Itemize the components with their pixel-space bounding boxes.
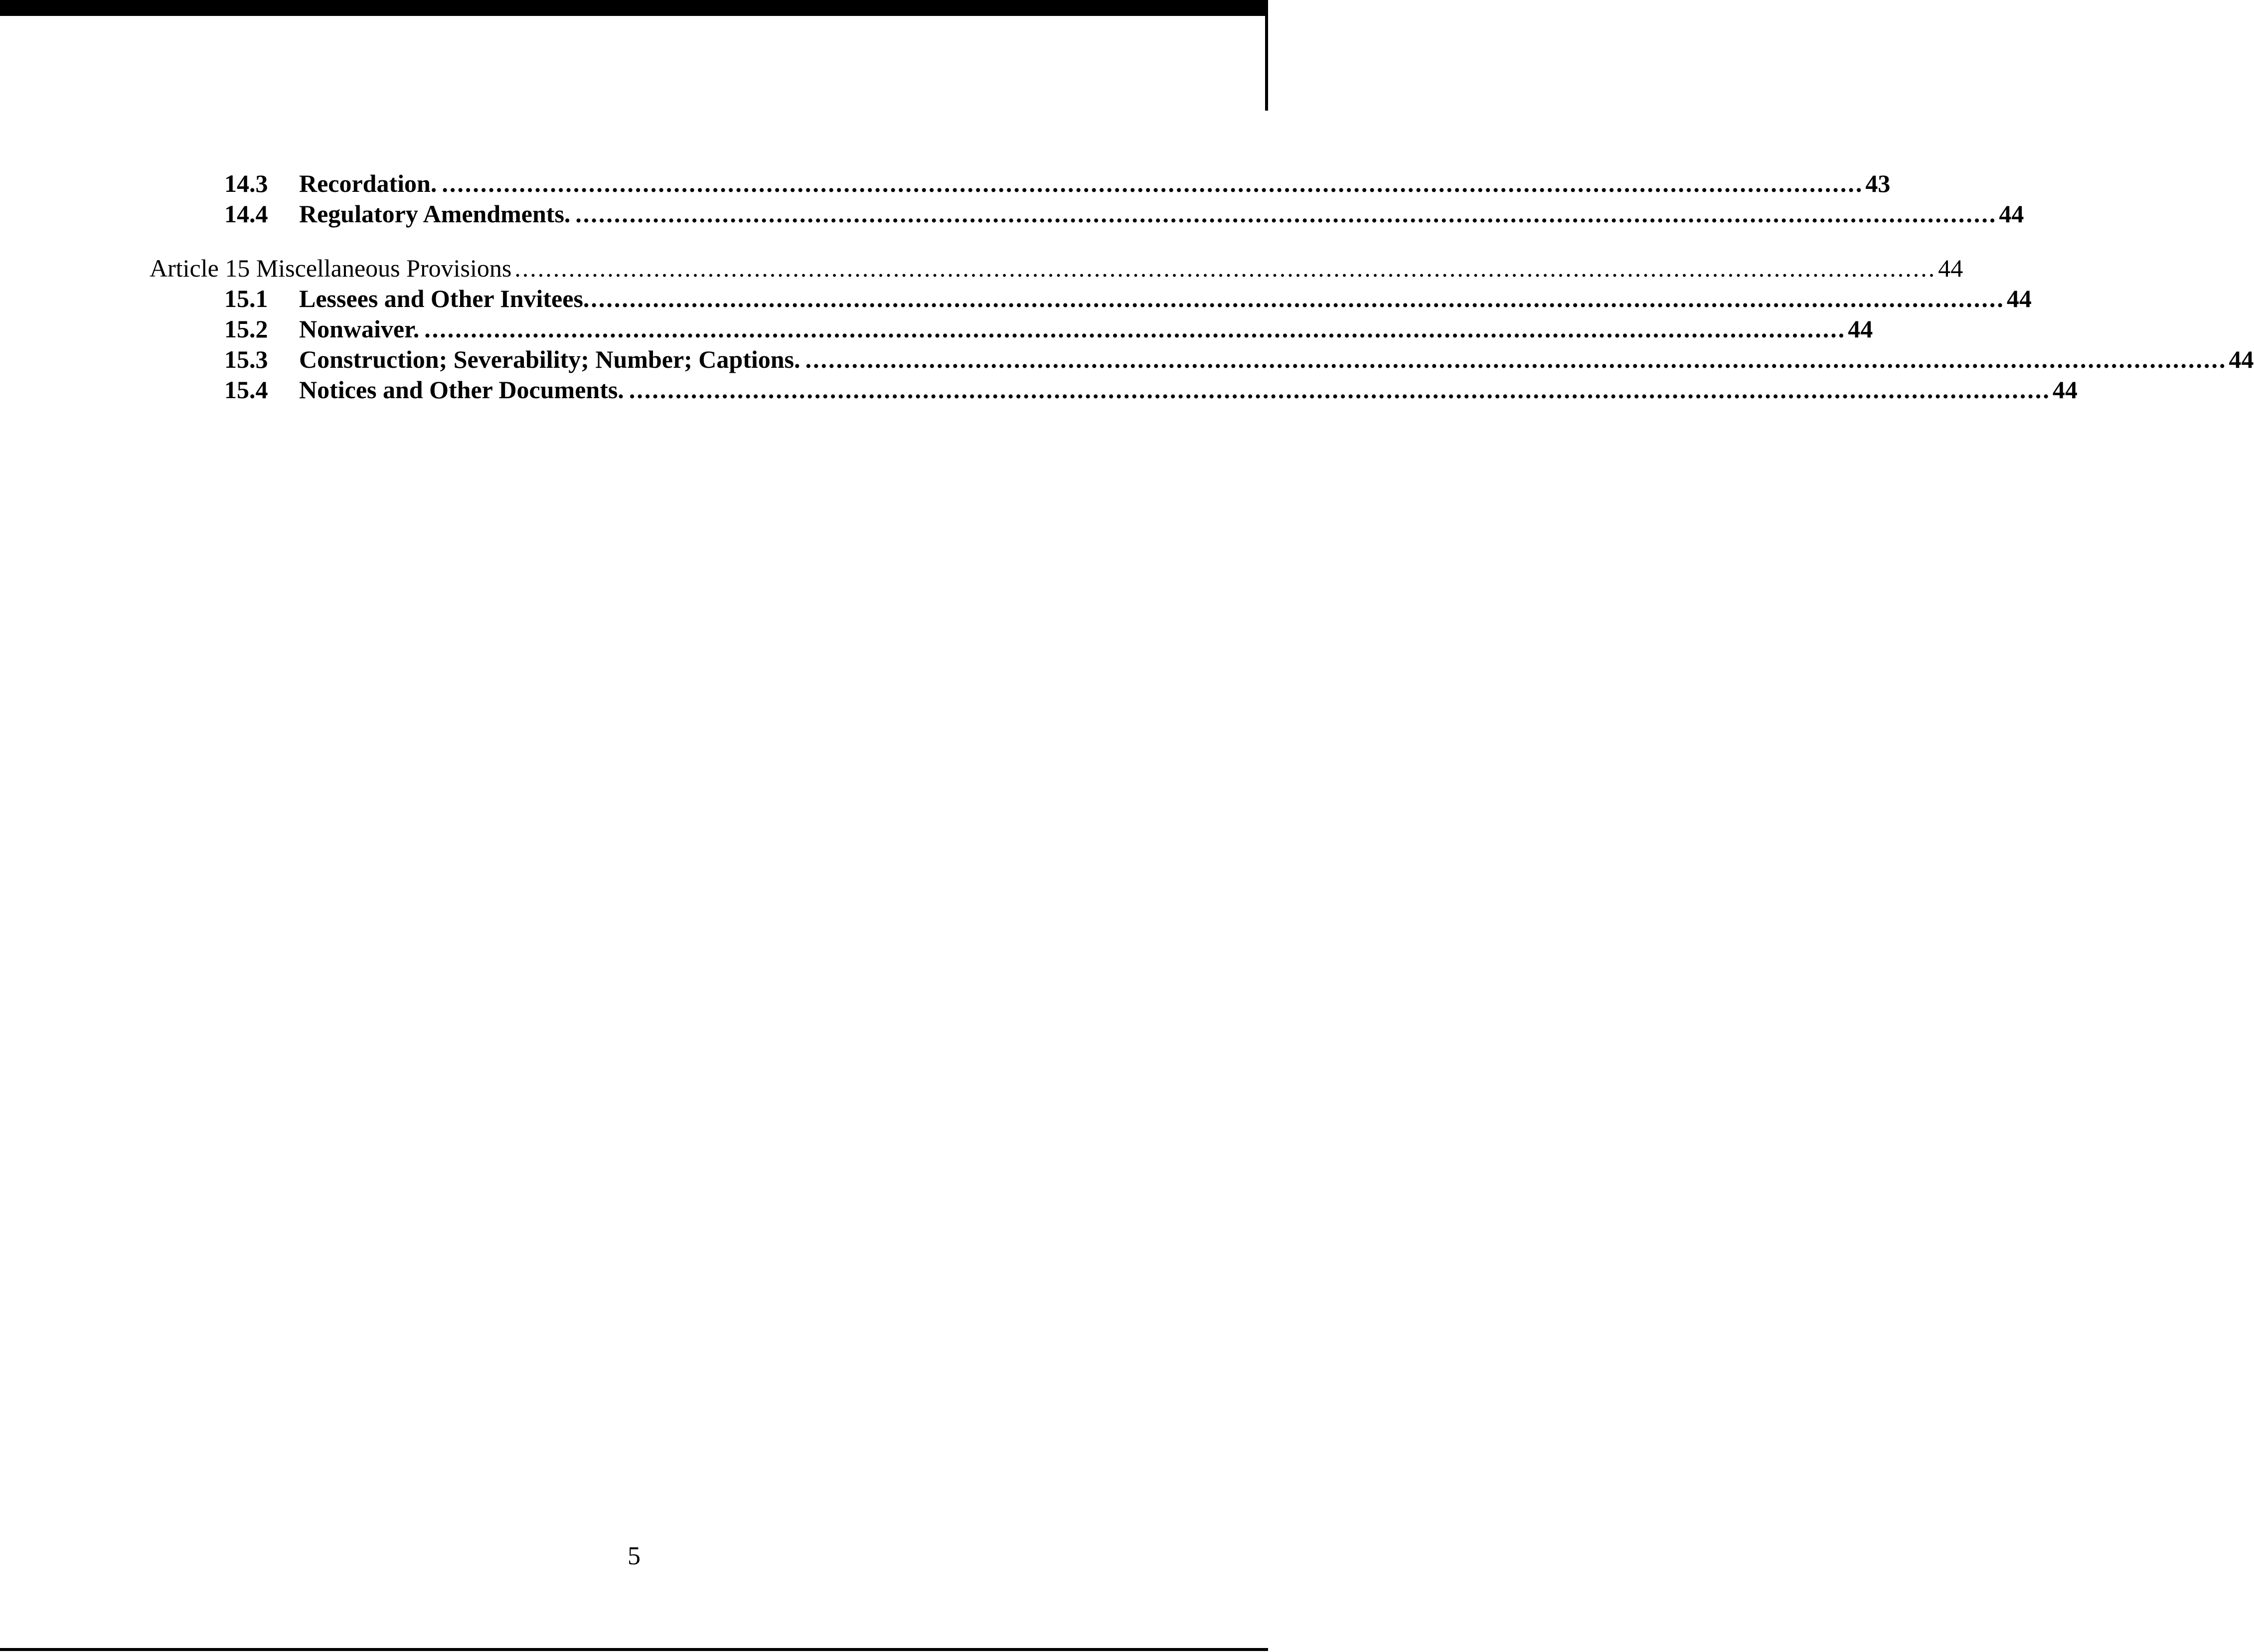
toc-entry-title: Notices and Other Documents. (299, 376, 624, 404)
toc-entry-title: Nonwaiver. (299, 315, 420, 343)
toc-entry-line (299, 313, 1873, 344)
toc-entry-15-4[interactable] (224, 374, 2078, 405)
toc-entry-line (299, 198, 2024, 229)
toc-entry-number: 15.3 (224, 345, 268, 373)
toc-entry-number: 14.3 (224, 169, 268, 197)
toc-leader-dots: ........................................................................................................................................................................................ (805, 345, 2227, 373)
toc-leader-dots: ........................................................................................................................................................................................ (424, 315, 1846, 343)
toc-entry-15-2[interactable] (224, 313, 1873, 344)
toc-entry-14-3[interactable] (224, 168, 1891, 199)
toc-entry-title: Construction; Severability; Number; Captions. (299, 345, 801, 373)
scan-bottom-border (0, 1648, 1268, 1651)
toc-leader-dots: ........................................................................................................................................................................................ (575, 200, 1997, 228)
toc-entry-page: 44 (1938, 254, 1963, 282)
toc-entry-line (150, 253, 1963, 284)
toc-entry-number: 15.1 (224, 285, 268, 312)
toc-entry-title: Recordation. (299, 169, 437, 197)
toc-entry-page: 44 (2006, 285, 2032, 312)
toc-entry-number: 15.2 (224, 315, 268, 343)
toc-entry-15-1[interactable] (224, 283, 2032, 314)
toc-entry-page: 44 (2052, 376, 2078, 404)
toc-article-15[interactable] (150, 253, 1963, 284)
toc-entry-15-3[interactable] (224, 344, 2254, 375)
toc-entry-page: 44 (1999, 200, 2024, 228)
toc-leader-dots: ........................................................................................................................................................................................ (583, 285, 2005, 312)
toc-entry-line (299, 374, 2078, 405)
toc-leader-dots: ........................................................................................................................................................................................ (442, 169, 1864, 197)
toc-entry-line (299, 344, 2254, 375)
page-number: 5 (628, 1542, 641, 1570)
toc-entry-page: 43 (1865, 169, 1891, 197)
toc-entry-line (299, 283, 2032, 314)
toc-leader-dots: ........................................................................................................................................................................................ (514, 254, 1936, 282)
toc-entry-number: 15.4 (224, 376, 268, 404)
toc-entry-page: 44 (1848, 315, 1873, 343)
toc-entry-page: 44 (2229, 345, 2254, 373)
toc-entry-14-4[interactable] (224, 198, 2024, 229)
toc-leader-dots: ........................................................................................................................................................................................ (629, 376, 2051, 404)
toc-entry-title: Regulatory Amendments. (299, 200, 571, 228)
toc-entry-title: Lessees and Other Invitees (299, 285, 583, 312)
toc-article-title: Article 15 Miscellaneous Provisions (150, 254, 512, 282)
toc-entry-line (299, 168, 1891, 199)
toc-entry-number: 14.4 (224, 200, 268, 228)
